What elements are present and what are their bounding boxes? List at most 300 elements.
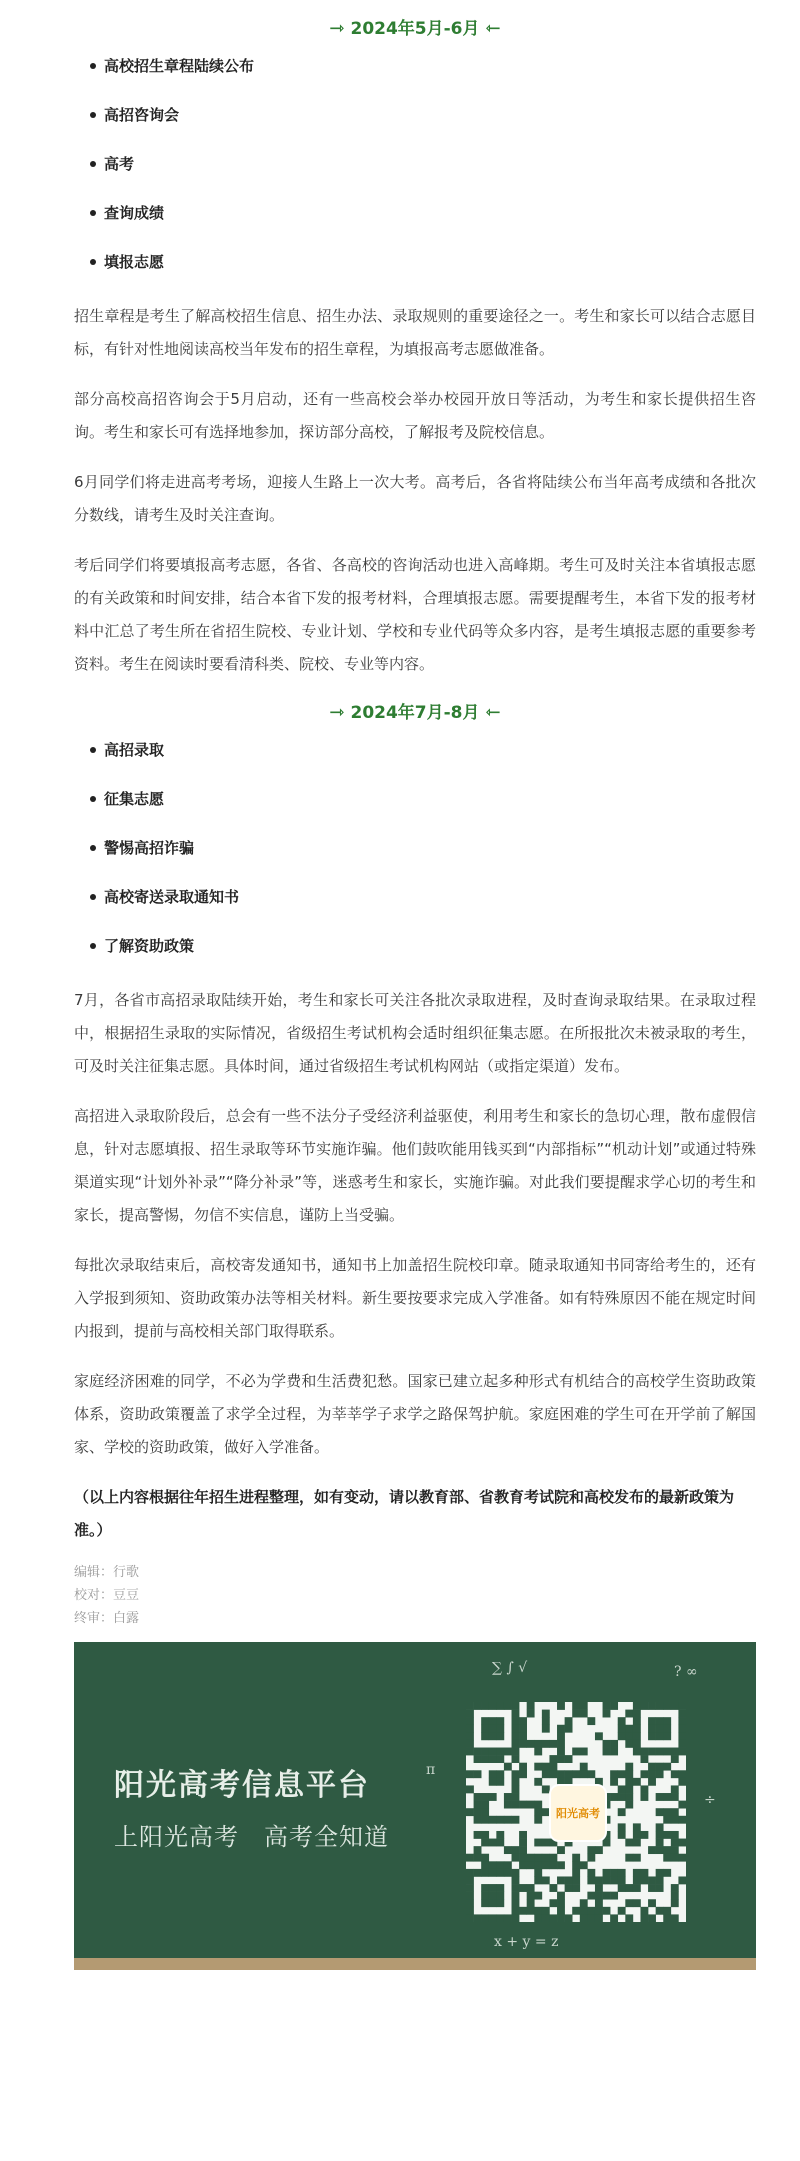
chalk-doodle-icon: ∑ ∫ √ bbox=[492, 1660, 528, 1676]
list-item: 高招咨询会 bbox=[104, 104, 756, 126]
qr-module bbox=[678, 1816, 686, 1824]
qr-module bbox=[648, 1846, 656, 1854]
qr-module bbox=[633, 1884, 641, 1892]
qr-module bbox=[565, 1717, 573, 1725]
qr-module bbox=[656, 1907, 664, 1915]
qr-module bbox=[610, 1770, 618, 1778]
qr-module bbox=[572, 1854, 580, 1862]
qr-module bbox=[496, 1839, 504, 1847]
qr-module bbox=[603, 1869, 611, 1877]
qr-module bbox=[580, 1899, 588, 1907]
qr-module bbox=[549, 1755, 557, 1763]
qr-module bbox=[625, 1770, 633, 1778]
qr-module bbox=[595, 1899, 603, 1907]
qr-module bbox=[587, 1717, 595, 1725]
qr-module bbox=[663, 1869, 671, 1877]
qr-module bbox=[519, 1831, 527, 1839]
qr-module bbox=[481, 1702, 489, 1710]
qr-module bbox=[557, 1899, 565, 1907]
banner-slogan: 上阳光高考 高考全知道 bbox=[114, 1823, 389, 1851]
qr-module bbox=[542, 1770, 550, 1778]
qr-module bbox=[519, 1740, 527, 1748]
qr-module bbox=[656, 1748, 664, 1756]
qr-module bbox=[466, 1876, 474, 1884]
qr-module bbox=[489, 1892, 497, 1900]
qr-module bbox=[678, 1732, 686, 1740]
qr-module bbox=[625, 1839, 633, 1847]
paragraph: 7月，各省市高招录取陆续开始，考生和家长可关注各批次录取进程，及时查询录取结果。在录取过程中，根据招生录取的实际情况，省级招生考试机构会适时组织征集志愿。在所报批次未被录取的考生，可及时关注征集志愿。具体时间，通过省级招生考试机构网站（或指定渠道）发布。 bbox=[74, 991, 756, 1075]
qr-module bbox=[534, 1869, 542, 1877]
qr-module bbox=[580, 1702, 588, 1710]
qr-module bbox=[671, 1770, 679, 1778]
milestone-list-july-august bbox=[74, 739, 756, 957]
disclaimer-note: （以上内容根据往年招生进程整理，如有变动，请以教育部、省教育考试院和高校发布的最新政策为准。） bbox=[74, 1488, 735, 1539]
final-review-credit: 终审：白露 bbox=[74, 1611, 140, 1626]
qr-module bbox=[663, 1816, 671, 1824]
qr-module bbox=[481, 1914, 489, 1922]
qr-module bbox=[633, 1732, 641, 1740]
qr-module bbox=[512, 1770, 520, 1778]
paragraph: 考后同学们将要填报高考志愿，各省、各高校的咨询活动也进入高峰期。考生可及时关注本省填报志愿的有关政策和时间安排，结合本省下发的报考材料，合理填报志愿。需要提醒考生，本省下发的报考材料中汇总了考生所在省招生院校、专业计划、学校和专业代码等众多内容，是考生填报志愿的重要参考资料。考生在阅读时要看清科类、院校、专业等内容。 bbox=[74, 556, 756, 673]
qr-module bbox=[519, 1854, 527, 1862]
qr-module bbox=[512, 1785, 520, 1793]
qr-module bbox=[527, 1884, 535, 1892]
chalk-doodle-icon: ? ∞ bbox=[674, 1664, 698, 1680]
qr-module bbox=[496, 1717, 504, 1725]
qr-module bbox=[656, 1876, 664, 1884]
qr-module bbox=[625, 1710, 633, 1718]
qr-module bbox=[640, 1793, 648, 1801]
qr-module bbox=[633, 1778, 641, 1786]
qr-module bbox=[466, 1892, 474, 1900]
qr-module bbox=[572, 1869, 580, 1877]
qr-module bbox=[496, 1702, 504, 1710]
qr-module bbox=[466, 1914, 474, 1922]
qr-module bbox=[580, 1710, 588, 1718]
qr-module bbox=[572, 1907, 580, 1915]
qr-module bbox=[656, 1823, 664, 1831]
qr-module bbox=[595, 1914, 603, 1922]
qr-module bbox=[671, 1839, 679, 1847]
qr-module bbox=[496, 1861, 504, 1869]
proofreader-credit: 校对：豆豆 bbox=[74, 1588, 140, 1603]
qr-module bbox=[656, 1717, 664, 1725]
qr-module bbox=[474, 1793, 482, 1801]
list-item: 高校寄送录取通知书 bbox=[104, 886, 756, 908]
qr-module bbox=[496, 1892, 504, 1900]
qr-module bbox=[663, 1854, 671, 1862]
qr-module bbox=[572, 1876, 580, 1884]
qr-module bbox=[595, 1892, 603, 1900]
qr-module bbox=[504, 1793, 512, 1801]
qr-module bbox=[618, 1884, 626, 1892]
qr-module bbox=[549, 1861, 557, 1869]
qr-module bbox=[656, 1732, 664, 1740]
qr-module bbox=[557, 1725, 565, 1733]
qr-module bbox=[474, 1702, 482, 1710]
qr-module bbox=[504, 1816, 512, 1824]
qr-module bbox=[640, 1770, 648, 1778]
qr-module bbox=[542, 1839, 550, 1847]
qr-module bbox=[512, 1892, 520, 1900]
qr-module bbox=[610, 1702, 618, 1710]
qr-module bbox=[663, 1793, 671, 1801]
qr-module bbox=[603, 1839, 611, 1847]
qr-module bbox=[610, 1914, 618, 1922]
milestone-list-may-june bbox=[74, 55, 756, 273]
qr-module bbox=[671, 1785, 679, 1793]
qr-module bbox=[587, 1869, 595, 1877]
qr-module bbox=[671, 1755, 679, 1763]
qr-module bbox=[512, 1801, 520, 1809]
qr-module bbox=[678, 1854, 686, 1862]
qr-module bbox=[527, 1861, 535, 1869]
qr-module bbox=[625, 1732, 633, 1740]
qr-module bbox=[603, 1710, 611, 1718]
section-heading-may-june: ⇾ 2024年5月-6月 ⇽ bbox=[74, 17, 756, 41]
qr-module bbox=[466, 1869, 474, 1877]
list-item: 征集志愿 bbox=[104, 788, 756, 810]
qr-module bbox=[678, 1710, 686, 1718]
qr-module bbox=[663, 1846, 671, 1854]
qr-module bbox=[610, 1876, 618, 1884]
qr-module bbox=[587, 1907, 595, 1915]
qr-module bbox=[633, 1854, 641, 1862]
qr-module bbox=[489, 1702, 497, 1710]
qr-module bbox=[565, 1725, 573, 1733]
qr-module bbox=[481, 1793, 489, 1801]
qr-module bbox=[648, 1770, 656, 1778]
qr-module bbox=[527, 1899, 535, 1907]
qr-module bbox=[504, 1801, 512, 1809]
qr-module bbox=[640, 1755, 648, 1763]
qr-module bbox=[512, 1907, 520, 1915]
qr-module bbox=[512, 1717, 520, 1725]
qr-module bbox=[663, 1831, 671, 1839]
qr-module bbox=[565, 1884, 573, 1892]
qr-module bbox=[625, 1793, 633, 1801]
qr-module bbox=[466, 1907, 474, 1915]
qr-module bbox=[580, 1907, 588, 1915]
qr-module bbox=[565, 1914, 573, 1922]
qr-module bbox=[648, 1702, 656, 1710]
qr-module bbox=[512, 1876, 520, 1884]
qr-module bbox=[618, 1907, 626, 1915]
qr-module bbox=[557, 1861, 565, 1869]
qr-module bbox=[512, 1702, 520, 1710]
qr-module bbox=[489, 1732, 497, 1740]
qr-module bbox=[587, 1876, 595, 1884]
qr-module bbox=[496, 1831, 504, 1839]
qr-module bbox=[678, 1740, 686, 1748]
qr-module bbox=[481, 1884, 489, 1892]
qr-module bbox=[519, 1861, 527, 1869]
qr-module bbox=[496, 1899, 504, 1907]
qr-module bbox=[618, 1732, 626, 1740]
qr-module bbox=[527, 1854, 535, 1862]
qr-module bbox=[625, 1785, 633, 1793]
qr-module bbox=[603, 1702, 611, 1710]
qr-module bbox=[671, 1846, 679, 1854]
qr-module bbox=[565, 1876, 573, 1884]
qr-module bbox=[534, 1839, 542, 1847]
qr-module bbox=[678, 1748, 686, 1756]
qr-module bbox=[633, 1869, 641, 1877]
qr-module bbox=[481, 1732, 489, 1740]
qr-module bbox=[496, 1778, 504, 1786]
qr-module bbox=[678, 1725, 686, 1733]
qr-module bbox=[656, 1702, 664, 1710]
qr-module bbox=[633, 1740, 641, 1748]
qr-module bbox=[603, 1907, 611, 1915]
qr-module bbox=[648, 1914, 656, 1922]
qr-module bbox=[625, 1725, 633, 1733]
qr-module bbox=[474, 1808, 482, 1816]
qr-module bbox=[481, 1899, 489, 1907]
qr-module bbox=[603, 1876, 611, 1884]
qr-module bbox=[640, 1907, 648, 1915]
qr-module bbox=[496, 1755, 504, 1763]
qr-module bbox=[549, 1884, 557, 1892]
qr-module bbox=[496, 1914, 504, 1922]
qr-module bbox=[474, 1755, 482, 1763]
qr-module bbox=[489, 1869, 497, 1877]
qr-module bbox=[512, 1740, 520, 1748]
qr-module bbox=[549, 1899, 557, 1907]
qr-module bbox=[625, 1854, 633, 1862]
qr-module bbox=[618, 1869, 626, 1877]
qr-module bbox=[534, 1808, 542, 1816]
qr-module bbox=[580, 1763, 588, 1771]
qr-module bbox=[663, 1702, 671, 1710]
qr-module bbox=[512, 1755, 520, 1763]
qr-module bbox=[512, 1846, 520, 1854]
chalk-doodle-icon: ÷ bbox=[704, 1792, 716, 1808]
qr-module bbox=[466, 1770, 474, 1778]
qr-module bbox=[474, 1869, 482, 1877]
qr-module bbox=[512, 1884, 520, 1892]
qr-module bbox=[466, 1808, 474, 1816]
qr-module bbox=[534, 1748, 542, 1756]
arrow-right-icon: ⇾ bbox=[329, 18, 345, 39]
qr-module bbox=[481, 1717, 489, 1725]
qr-module bbox=[648, 1876, 656, 1884]
qr-module bbox=[678, 1778, 686, 1786]
qr-module bbox=[648, 1763, 656, 1771]
qr-module bbox=[474, 1801, 482, 1809]
qr-module bbox=[534, 1892, 542, 1900]
qr-module bbox=[481, 1725, 489, 1733]
qr-module bbox=[466, 1785, 474, 1793]
qr-module bbox=[640, 1869, 648, 1877]
qr-module bbox=[610, 1869, 618, 1877]
qr-module bbox=[504, 1846, 512, 1854]
qr-module bbox=[504, 1763, 512, 1771]
qr-module bbox=[610, 1748, 618, 1756]
qr-module bbox=[489, 1770, 497, 1778]
qr-module bbox=[527, 1907, 535, 1915]
list-item: 警惕高招诈骗 bbox=[104, 837, 756, 859]
qr-module bbox=[618, 1785, 626, 1793]
qr-module bbox=[489, 1839, 497, 1847]
qr-module bbox=[603, 1740, 611, 1748]
qr-module bbox=[656, 1770, 664, 1778]
qr-module bbox=[534, 1914, 542, 1922]
qr-module bbox=[481, 1854, 489, 1862]
qr-module bbox=[640, 1876, 648, 1884]
qr-module bbox=[481, 1831, 489, 1839]
qr-module bbox=[640, 1702, 648, 1710]
qr-module bbox=[618, 1770, 626, 1778]
qr-module bbox=[610, 1793, 618, 1801]
qr-module bbox=[557, 1770, 565, 1778]
qr-module bbox=[466, 1884, 474, 1892]
qr-module bbox=[587, 1770, 595, 1778]
qr-module bbox=[618, 1876, 626, 1884]
qr-module bbox=[640, 1748, 648, 1756]
qr-module bbox=[633, 1725, 641, 1733]
qr-module bbox=[595, 1907, 603, 1915]
qr-module bbox=[512, 1732, 520, 1740]
qr-module bbox=[489, 1899, 497, 1907]
qr-module bbox=[512, 1914, 520, 1922]
arrow-left-icon: ⇽ bbox=[485, 18, 501, 39]
qr-module bbox=[587, 1846, 595, 1854]
qr-module bbox=[671, 1854, 679, 1862]
qr-module bbox=[504, 1861, 512, 1869]
list-item: 填报志愿 bbox=[104, 251, 756, 273]
qr-module bbox=[519, 1763, 527, 1771]
qr-module bbox=[557, 1907, 565, 1915]
qr-module bbox=[663, 1725, 671, 1733]
qr-module bbox=[625, 1884, 633, 1892]
qr-module bbox=[663, 1808, 671, 1816]
qr-module bbox=[618, 1808, 626, 1816]
list-item: 高校招生章程陆续公布 bbox=[104, 55, 756, 77]
app-logo: 阳光高考 bbox=[549, 1784, 607, 1842]
qr-module bbox=[534, 1854, 542, 1862]
qr-module bbox=[527, 1710, 535, 1718]
qr-module bbox=[618, 1725, 626, 1733]
qr-module bbox=[512, 1869, 520, 1877]
chalkboard-ledge bbox=[74, 1958, 756, 1970]
qr-module bbox=[572, 1748, 580, 1756]
qr-module bbox=[656, 1846, 664, 1854]
qr-module bbox=[534, 1801, 542, 1809]
qr-module bbox=[648, 1732, 656, 1740]
qr-module bbox=[542, 1876, 550, 1884]
credits bbox=[74, 1561, 756, 1630]
qr-module bbox=[481, 1748, 489, 1756]
qr-module bbox=[663, 1732, 671, 1740]
qr-module bbox=[678, 1770, 686, 1778]
qr-module bbox=[496, 1725, 504, 1733]
promo-banner[interactable] bbox=[74, 1642, 756, 1970]
qr-module bbox=[474, 1748, 482, 1756]
banner-title: 阳光高考信息平台 bbox=[114, 1768, 370, 1803]
qr-module bbox=[633, 1876, 641, 1884]
qr-module bbox=[640, 1831, 648, 1839]
qr-module bbox=[489, 1748, 497, 1756]
qr-module bbox=[489, 1755, 497, 1763]
qr-module bbox=[595, 1876, 603, 1884]
chalk-doodle-icon: π bbox=[426, 1762, 436, 1778]
qr-module bbox=[648, 1884, 656, 1892]
qr-module bbox=[489, 1793, 497, 1801]
qr-module bbox=[656, 1763, 664, 1771]
paragraph: 招生章程是考生了解高校招生信息、招生办法、录取规则的重要途径之一。考生和家长可以结合志愿目标，有针对性地阅读高校当年发布的招生章程，为填报高考志愿做准备。 bbox=[74, 307, 756, 358]
qr-module bbox=[542, 1710, 550, 1718]
qr-module bbox=[671, 1793, 679, 1801]
qr-module bbox=[466, 1748, 474, 1756]
qr-module bbox=[572, 1770, 580, 1778]
qr-module bbox=[633, 1717, 641, 1725]
qr-module bbox=[625, 1763, 633, 1771]
qr-module bbox=[595, 1846, 603, 1854]
qr-module bbox=[527, 1740, 535, 1748]
qr-module bbox=[496, 1816, 504, 1824]
qr-module bbox=[504, 1702, 512, 1710]
qr-module bbox=[481, 1801, 489, 1809]
qr-module bbox=[557, 1702, 565, 1710]
qr-module bbox=[580, 1770, 588, 1778]
qr-module bbox=[595, 1732, 603, 1740]
qr-module bbox=[565, 1755, 573, 1763]
qr-module bbox=[466, 1740, 474, 1748]
qr-module bbox=[640, 1785, 648, 1793]
qr-module bbox=[504, 1914, 512, 1922]
qr-module bbox=[512, 1899, 520, 1907]
qr-module bbox=[656, 1725, 664, 1733]
qr-module bbox=[640, 1914, 648, 1922]
qr-module bbox=[534, 1763, 542, 1771]
arrow-right-icon: ⇾ bbox=[329, 702, 345, 723]
qr-module bbox=[549, 1854, 557, 1862]
qr-module bbox=[466, 1732, 474, 1740]
qr-module bbox=[625, 1914, 633, 1922]
qr-module bbox=[519, 1717, 527, 1725]
qr-module bbox=[633, 1839, 641, 1847]
qr-module bbox=[466, 1725, 474, 1733]
qr-module bbox=[557, 1740, 565, 1748]
qr-module bbox=[481, 1839, 489, 1847]
qr-module bbox=[557, 1846, 565, 1854]
qr-module bbox=[512, 1778, 520, 1786]
qr-module bbox=[534, 1816, 542, 1824]
qr-module bbox=[618, 1823, 626, 1831]
qr-module bbox=[496, 1770, 504, 1778]
qr-module bbox=[618, 1717, 626, 1725]
qr-module bbox=[663, 1748, 671, 1756]
qr-module bbox=[656, 1839, 664, 1847]
qr-module bbox=[572, 1884, 580, 1892]
qr-module bbox=[671, 1748, 679, 1756]
qr-module bbox=[474, 1816, 482, 1824]
qr-module bbox=[656, 1808, 664, 1816]
qr-module bbox=[489, 1861, 497, 1869]
qr-module bbox=[512, 1748, 520, 1756]
qr-module bbox=[663, 1907, 671, 1915]
qr-module bbox=[542, 1717, 550, 1725]
qr-module bbox=[466, 1899, 474, 1907]
qr-module bbox=[519, 1732, 527, 1740]
qr-module bbox=[572, 1702, 580, 1710]
qr-module bbox=[633, 1823, 641, 1831]
qr-module bbox=[534, 1907, 542, 1915]
qr-module bbox=[527, 1801, 535, 1809]
qr-module bbox=[489, 1717, 497, 1725]
qr-module bbox=[678, 1876, 686, 1884]
